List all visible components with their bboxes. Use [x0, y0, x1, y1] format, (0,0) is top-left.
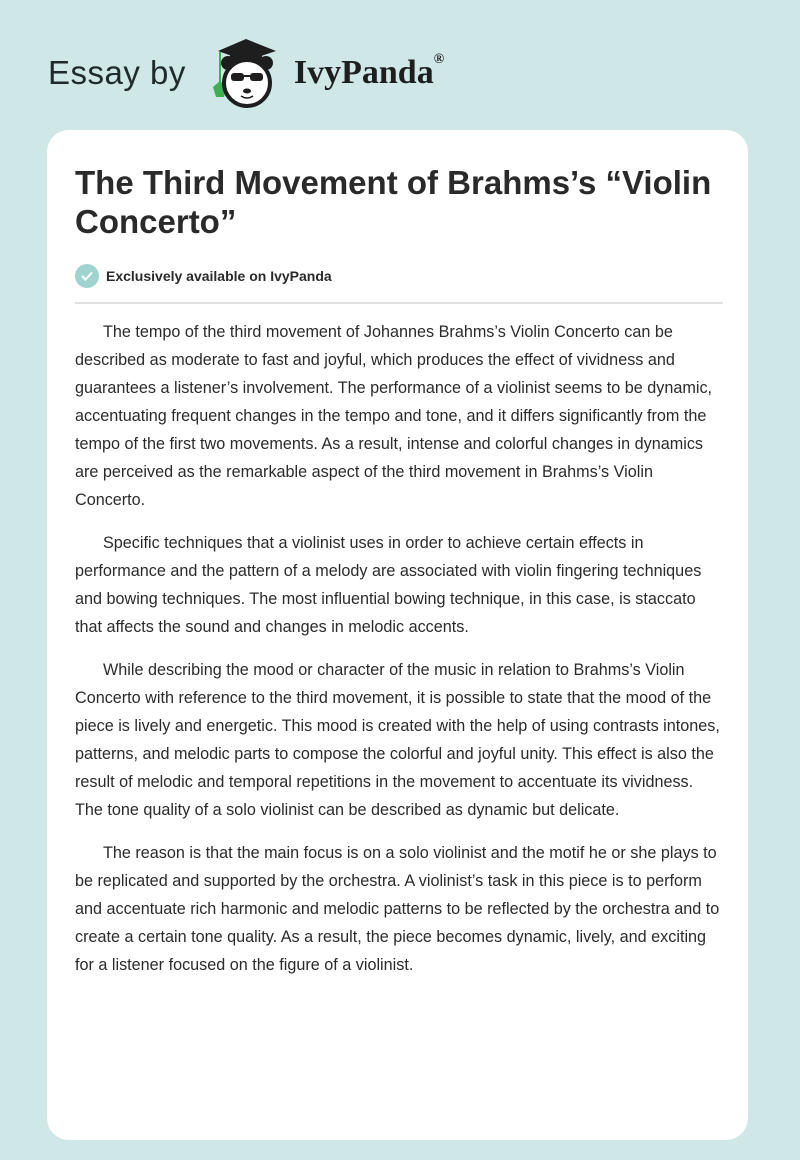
exclusive-label: Exclusively available on IvyPanda: [106, 268, 332, 284]
essay-body: [75, 318, 725, 994]
paragraph: While describing the mood or character of the music in relation to Brahms’s Violin Concerto with reference to the third movement, it is possible to state that the mood of the piece is lively and energetic. This mood is created with the help of using contrasts intones, patterns, and melodic parts to compose the colorful and joyful unity. This effect is also the result of melodic and temporal repetitions in the movement to accentuate its vividness. The tone quality of a solo violinist can be described as dynamic but delicate.: [75, 661, 720, 819]
page-title: The Third Movement of Brahms’s “Violin Concerto”: [75, 164, 712, 240]
divider: [75, 302, 723, 304]
paragraph: The reason is that the main focus is on a solo violinist and the motif he or she plays to be replicated and supported by the orchestra. A violinist’s task in this piece is to perform and accentuate rich harmonic and melodic patterns to be reflected by the orchestra and to create a certain tone quality. As a result, the piece becomes dynamic, lively, and exciting for a listener focused on the figure of a violinist.: [75, 844, 720, 974]
paragraph: The tempo of the third movement of Johannes Brahms’s Violin Concerto can be described as moderate to fast and joyful, which produces the effect of vividness and guarantees a listener’s involvement. The performance of a violinist seems to be dynamic, accentuating frequent changes in the tempo and tone, and it differs significantly from the tempo of the first two movements. As a result, intense and colorful changes in dynamics are perceived as the remarkable aspect of the third movement in Brahms’s Violin Concerto.: [75, 323, 713, 509]
essay-card: [47, 130, 748, 1140]
brand-header: [48, 38, 444, 108]
brand-name: IvyPanda®: [293, 52, 445, 91]
essay-by-label: Essay by: [48, 54, 186, 91]
ivypanda-logo-icon: [204, 35, 288, 111]
check-icon: [75, 264, 99, 288]
paragraph: Specific techniques that a violinist uses in order to achieve certain effects in performance and the pattern of a melody are associated with violin fingering techniques and bowing techniques. The most influential bowing technique, in this case, is staccato that affects the sound and changes in melodic accents.: [75, 534, 702, 636]
exclusive-badge: [75, 264, 332, 288]
